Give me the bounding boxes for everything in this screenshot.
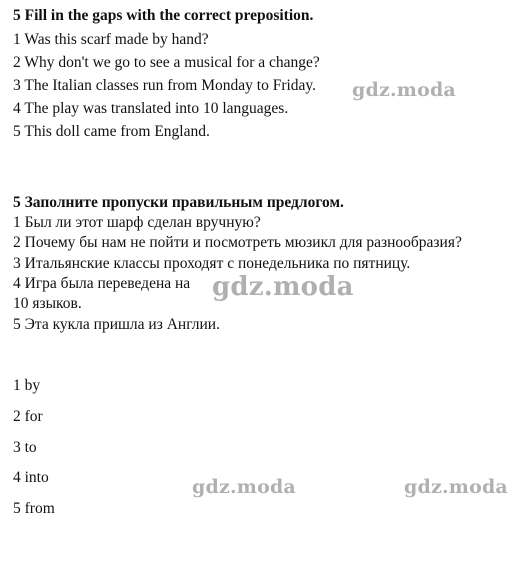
russian-sentence-3: 3 Итальянские классы проходят с понедельника по пятницу. bbox=[13, 255, 411, 272]
russian-heading: 5 Заполните пропуски правильным предлогом. bbox=[13, 194, 344, 211]
english-heading: 5 Fill in the gaps with the correct preposition. bbox=[13, 7, 314, 24]
russian-sentence-4: 4 Игра была переведена на bbox=[13, 275, 191, 292]
watermark: gdz.moda bbox=[352, 79, 456, 101]
english-sentence-3: 3 The Italian classes run from Monday to Friday. bbox=[13, 77, 317, 94]
watermark: gdz.moda bbox=[212, 272, 354, 302]
english-sentence-5: 5 This doll came from England. bbox=[13, 123, 210, 140]
russian-sentence-2: 2 Почему бы нам не пойти и посмотреть мюзикл для разнообразия? bbox=[13, 234, 462, 251]
russian-sentence-1: 1 Был ли этот шарф сделан вручную? bbox=[13, 214, 261, 231]
russian-sentence-5: 5 Эта кукла пришла из Англии. bbox=[13, 316, 220, 333]
answer-5: 5 from bbox=[13, 500, 55, 517]
answer-4: 4 into bbox=[13, 469, 49, 486]
watermark: gdz.moda bbox=[192, 476, 296, 498]
answer-3: 3 to bbox=[13, 439, 37, 456]
english-sentence-1: 1 Was this scarf made by hand? bbox=[13, 31, 209, 48]
answer-1: 1 by bbox=[13, 377, 41, 394]
watermark: gdz.moda bbox=[404, 476, 508, 498]
russian-sentence-4-continued: 10 языков. bbox=[13, 295, 82, 312]
english-sentence-2: 2 Why don't we go to see a musical for a change? bbox=[13, 54, 320, 71]
answer-2: 2 for bbox=[13, 408, 43, 425]
english-sentence-4: 4 The play was translated into 10 languages. bbox=[13, 100, 289, 117]
